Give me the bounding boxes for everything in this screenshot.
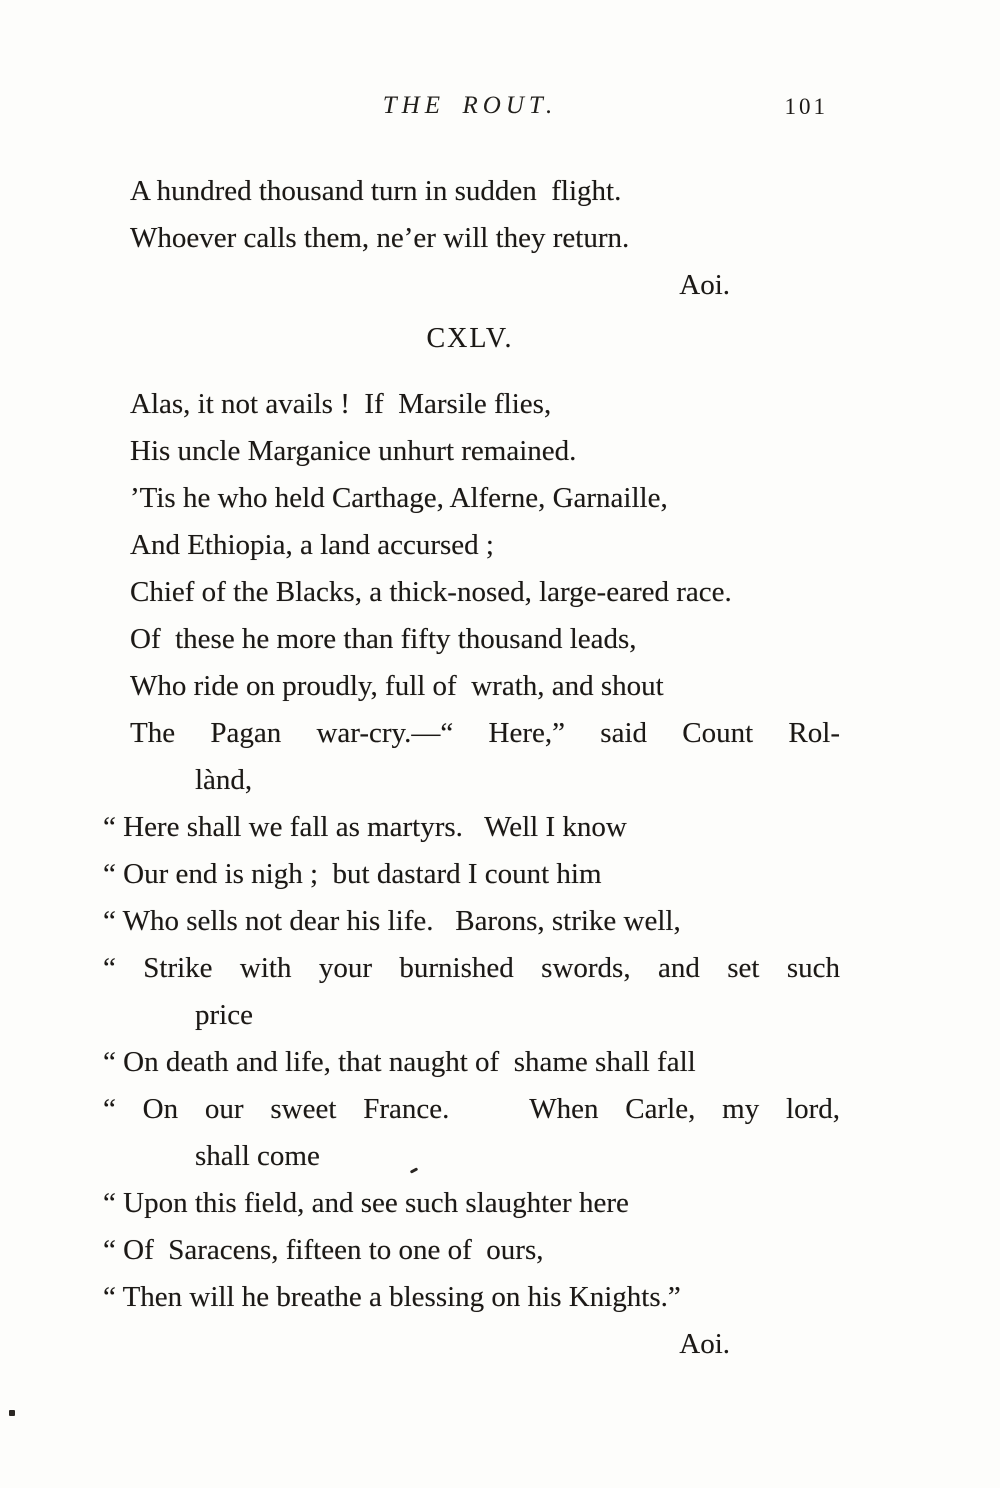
running-title: THE ROUT.	[382, 92, 558, 119]
poem-line: A hundred thousand turn in sudden flight.	[130, 175, 622, 207]
stanza-cxlv	[100, 381, 840, 1368]
stanza-previous	[100, 168, 840, 309]
poem-line: Whoever calls them, ne’er will they return.	[130, 222, 630, 254]
poem-line: “ Strike with your burnished swords, and set such	[103, 952, 840, 984]
poem-line: lànd,	[195, 764, 253, 796]
poem-line: Of these he more than fifty thousand leads,	[130, 623, 637, 655]
page-content	[100, 0, 840, 1368]
poem-line: “ Here shall we fall as martyrs. Well I know	[103, 811, 627, 843]
poem-line: Chief of the Blacks, a thick-nosed, large-eared race.	[130, 576, 732, 608]
page-header	[100, 92, 840, 122]
stanza-cxlv-lines	[100, 381, 840, 1321]
poem-line: shall come	[195, 1140, 320, 1172]
poem-line: “ Who sells not dear his life. Barons, strike well,	[103, 905, 681, 937]
poem-line: His uncle Marganice unhurt remained.	[130, 435, 577, 467]
poem-line: Alas, it not avails ! If Marsile flies,	[130, 388, 552, 420]
poem-line: “ On our sweet France. When Carle, my lord,	[103, 1093, 840, 1125]
poem-line: And Ethiopia, a land accursed ;	[130, 529, 494, 561]
poem-line: The Pagan war-cry.—“ Here,” said Count Rol-	[130, 717, 840, 749]
poem-line: price	[195, 999, 253, 1031]
poem-line: Who ride on proudly, full of wrath, and shout	[130, 670, 664, 702]
poem-line: ’Tis he who held Carthage, Alferne, Garnaille,	[130, 482, 668, 514]
poem-line: “ Then will he breathe a blessing on his Knights.”	[103, 1281, 681, 1313]
page-number: 101	[784, 94, 828, 119]
laisse-heading: CXLV.	[426, 323, 514, 354]
poem-line: “ Of Saracens, fifteen to one of ours,	[103, 1234, 544, 1266]
print-speck	[9, 1410, 15, 1416]
poem-line: “ Our end is nigh ; but dastard I count him	[103, 858, 602, 890]
stanza-end-marker: Aoi.	[679, 269, 730, 301]
poem-line: “ Upon this field, and see such slaughter here	[103, 1187, 629, 1219]
stanza-end-marker: Aoi.	[679, 1328, 730, 1360]
stanza-previous-lines	[100, 168, 840, 262]
poem-line: “ On death and life, that naught of shame shall fall	[103, 1046, 696, 1078]
